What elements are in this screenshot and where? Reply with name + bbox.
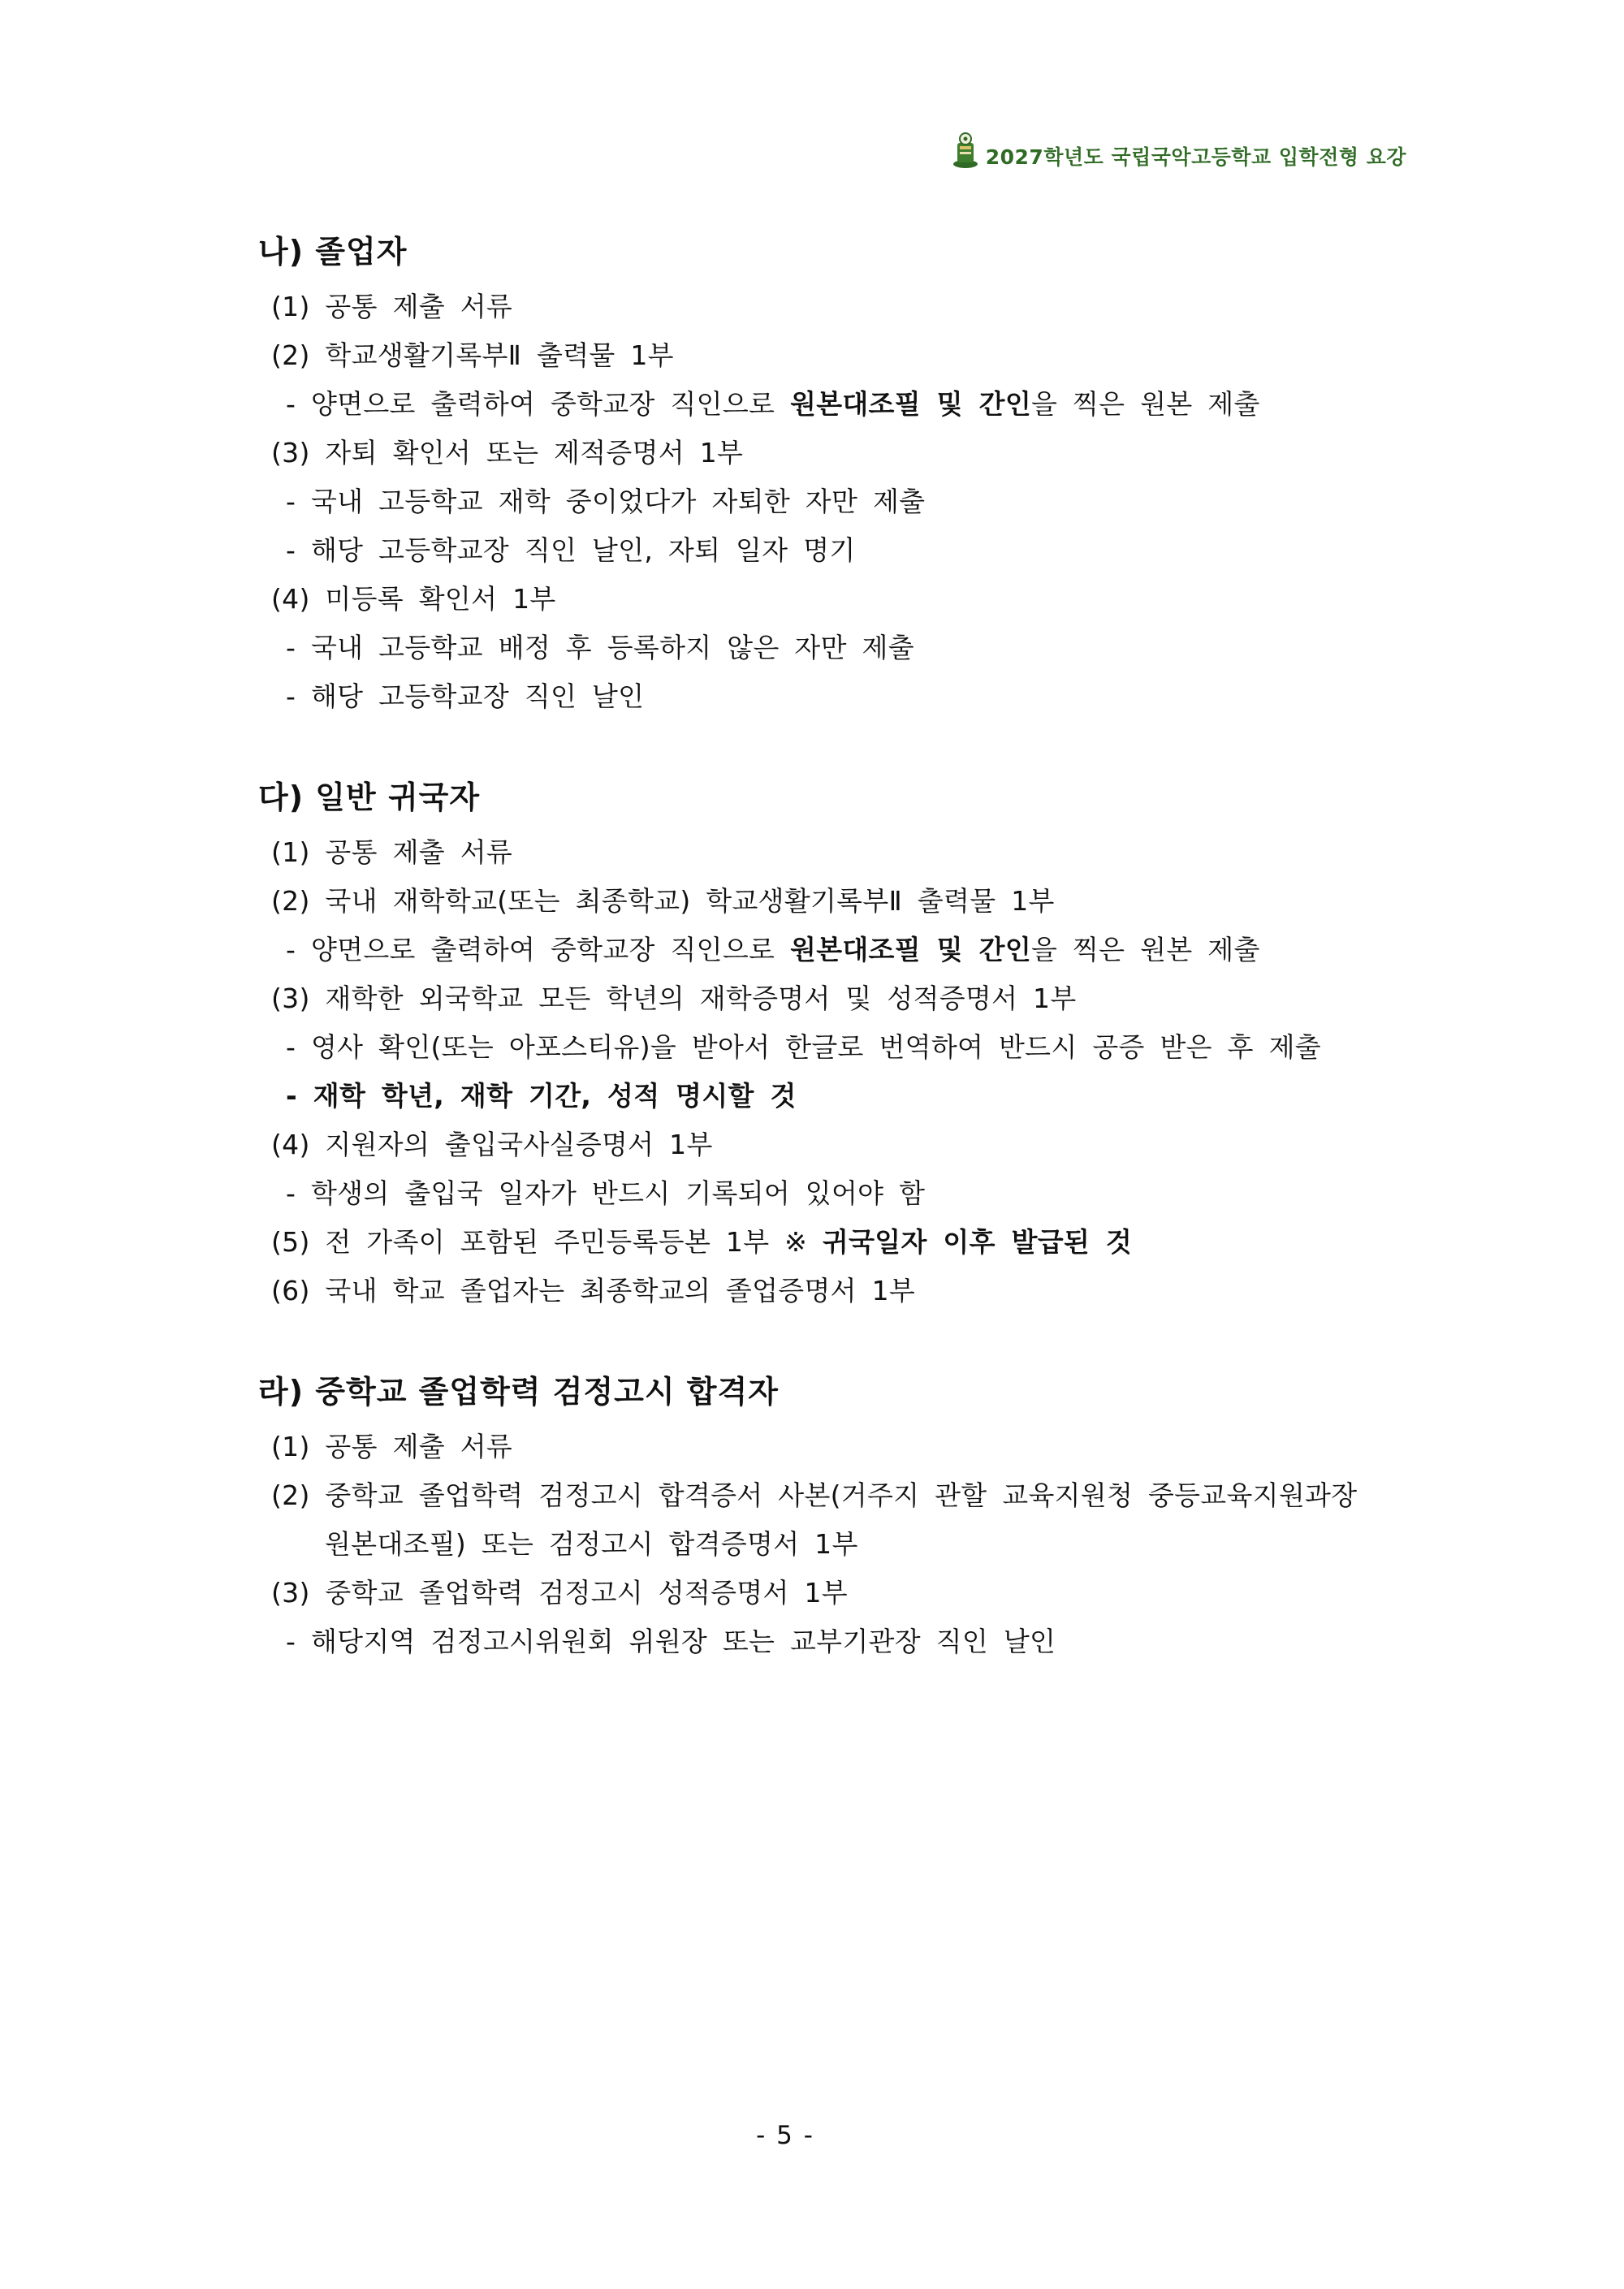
item-text: (3) 재학한 외국학교 모든 학년의 재학증명서 및 성적증명서 1부 [271, 983, 1077, 1014]
numbered-item [258, 283, 1411, 331]
item-text: (3) 중학교 졸업학력 검정고시 성적증명서 1부 [271, 1577, 848, 1609]
header-title: 2027학년도 국립국악고등학교 입학전형 요강 [985, 145, 1406, 169]
section [258, 778, 1411, 1315]
item-text: (1) 공통 제출 서류 [271, 291, 513, 322]
bullet-item [258, 380, 1411, 429]
item-text: - 영사 확인(또는 아포스티유)을 받아서 한글로 번역하여 반드시 공증 받은 후 제출 [286, 1031, 1321, 1063]
item-text: - 국내 고등학교 배정 후 등록하지 않은 자만 제출 [286, 632, 914, 663]
school-emblem-icon [952, 132, 979, 169]
section [258, 1372, 1411, 1666]
emphasis-text: - 재학 학년, 재학 기간, 성적 명시할 것 [286, 1080, 797, 1112]
item-text: (6) 국내 학교 졸업자는 최종학교의 졸업증명서 1부 [271, 1275, 916, 1306]
item-text: - 국내 고등학교 재학 중이었다가 자퇴한 자만 제출 [286, 486, 926, 517]
page-header [952, 130, 1406, 171]
bullet-item [258, 526, 1411, 575]
bullet-item [258, 1023, 1411, 1072]
section-title: 라) 중학교 졸업학력 검정고시 합격자 [258, 1374, 779, 1410]
item-text: - 해당지역 검정고시위원회 위원장 또는 교부기관장 직인 날인 [286, 1626, 1056, 1657]
numbered-item [258, 1520, 1411, 1569]
numbered-item [258, 1218, 1411, 1267]
numbered-item [258, 1471, 1411, 1520]
item-text: (4) 미등록 확인서 1부 [271, 583, 556, 615]
numbered-item [258, 1569, 1411, 1617]
item-text: - 해당 고등학교장 직인 날인, 자퇴 일자 명기 [286, 534, 856, 566]
item-text: - 학생의 출입국 일자가 반드시 기록되어 있어야 함 [286, 1177, 926, 1209]
item-text: (4) 지원자의 출입국사실증명서 1부 [271, 1129, 713, 1160]
page-number: - 5 - [756, 2121, 814, 2150]
item-text: (2) 학교생활기록부Ⅱ 출력물 1부 [271, 339, 674, 371]
emphasis-text: 원본대조필 및 간인 [790, 388, 1032, 420]
bullet-item [258, 926, 1411, 974]
item-text: (3) 자퇴 확인서 또는 제적증명서 1부 [271, 437, 744, 469]
numbered-item [258, 828, 1411, 877]
bullet-item [258, 477, 1411, 526]
numbered-item [258, 974, 1411, 1023]
numbered-item [258, 1267, 1411, 1315]
bullet-item [258, 672, 1411, 721]
numbered-item [258, 877, 1411, 926]
item-text: - 해당 고등학교장 직인 날인 [286, 680, 645, 712]
item-text: 을 찍은 원본 제출 [1031, 934, 1260, 965]
item-text: - 양면으로 출력하여 중학교장 직인으로 [286, 934, 791, 965]
item-text: (1) 공통 제출 서류 [271, 1431, 513, 1462]
emphasis-text: 원본대조필 및 간인 [790, 934, 1032, 965]
numbered-item [258, 429, 1411, 477]
bullet-item [258, 1617, 1411, 1666]
section [258, 232, 1411, 721]
item-text: 원본대조필) 또는 검정고시 합격증명서 1부 [325, 1528, 858, 1560]
numbered-item [258, 1423, 1411, 1471]
item-text: 을 찍은 원본 제출 [1031, 388, 1260, 420]
emphasis-text: 귀국일자 이후 발급된 것 [822, 1226, 1133, 1258]
item-text: (2) 중학교 졸업학력 검정고시 합격증서 사본(거주지 관할 교육지원청 중등교육지원과장 [271, 1479, 1358, 1511]
numbered-item [258, 575, 1411, 624]
item-text: (5) 전 가족이 포함된 주민등록등본 1부 ※ [271, 1226, 823, 1258]
item-text: (2) 국내 재학학교(또는 최종학교) 학교생활기록부Ⅱ 출력물 1부 [271, 885, 1055, 917]
item-text: - 양면으로 출력하여 중학교장 직인으로 [286, 388, 791, 420]
bullet-item [258, 624, 1411, 672]
section-title: 나) 졸업자 [258, 234, 408, 270]
numbered-item [258, 1121, 1411, 1169]
document-body [258, 232, 1411, 1723]
bullet-item [258, 1169, 1411, 1218]
bullet-item [258, 1072, 1411, 1121]
numbered-item [258, 331, 1411, 380]
section-title: 다) 일반 귀국자 [258, 780, 481, 815]
item-text: (1) 공통 제출 서류 [271, 836, 513, 868]
